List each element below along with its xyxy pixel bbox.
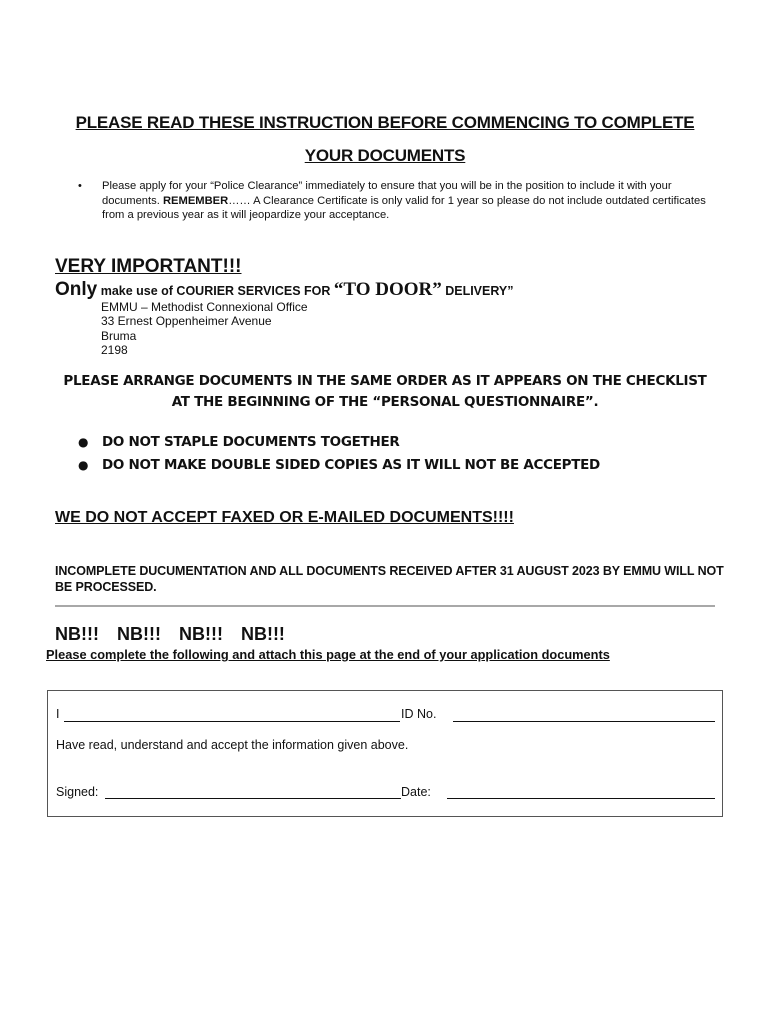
heading-line-2: YOUR DOCUMENTS (304, 146, 466, 165)
i-label: I (56, 707, 60, 721)
name-field[interactable] (64, 721, 400, 722)
police-clearance-bullet (78, 179, 718, 223)
rule-no-staple: ● DO NOT STAPLE DOCUMENTS TOGETHER (78, 434, 400, 450)
complete-instruction: Please complete the following and attach this page at the end of your application documents (46, 647, 610, 662)
address-line: 33 Ernest Oppenheimer Avenue (101, 314, 272, 329)
courier-address (101, 300, 308, 357)
rule-no-double-sided: ● DO NOT MAKE DOUBLE SIDED COPIES AS IT WILL NOT BE ACCEPTED (78, 457, 600, 473)
nb-heading: NB!!! NB!!! NB!!! NB!!! (55, 624, 285, 644)
bullet-dot: ● (78, 458, 89, 472)
arrange-documents-notice: PLEASE ARRANGE DOCUMENTS IN THE SAME ORDER AS IT APPEARS ON THE CHECKLIST AT THE BEGINNING OF THE “PERSONAL QUESTIONNAIRE”. (63, 373, 707, 410)
signed-label: Signed: (56, 785, 99, 799)
bullet-dot: ● (78, 435, 89, 449)
date-label: Date: (401, 785, 431, 799)
declaration-form (47, 690, 723, 817)
remember-label: REMEMBER (162, 194, 229, 207)
very-important-heading: VERY IMPORTANT!!! (55, 256, 242, 277)
only-word: Only (55, 279, 98, 300)
to-door-text: “TO DOOR” (333, 279, 442, 300)
id-number-label: ID No. (401, 707, 437, 721)
address-line: EMMU – Methodist Connexional Office (101, 300, 308, 314)
id-number-field[interactable] (453, 721, 715, 722)
heading-line-1: PLEASE READ THESE INSTRUCTION BEFORE COMMENCING TO COMPLETE (75, 113, 695, 132)
signature-field[interactable] (105, 798, 401, 799)
address-line: 2198 (101, 342, 128, 357)
bullet-dot: • (78, 180, 82, 192)
date-field[interactable] (447, 798, 715, 799)
divider (55, 605, 715, 607)
address-line: Bruma (101, 328, 137, 343)
acceptance-statement: Have read, understand and accept the information given above. (56, 738, 409, 752)
police-clearance-text: Please apply for your “Police Clearance” immediately to ensure that you will be in the position to include it with your documents. REMEMBER…… A Clearance Certificate is only valid for 1 year so please do not include outdated certificates from a previous year as it will jeopardize your acceptance. (102, 180, 706, 221)
courier-instruction: Only make use of COURIER SERVICES FOR “TO DOOR” DELIVERY” (55, 279, 514, 300)
incomplete-documentation-notice: INCOMPLETE DUCUMENTATION AND ALL DOCUMENTS RECEIVED AFTER 31 AUGUST 2023 BY EMMU WILL NOT BE PROCESSED. (55, 564, 724, 594)
no-fax-email-notice: WE DO NOT ACCEPT FAXED OR E-MAILED DOCUMENTS!!!! (55, 509, 514, 526)
